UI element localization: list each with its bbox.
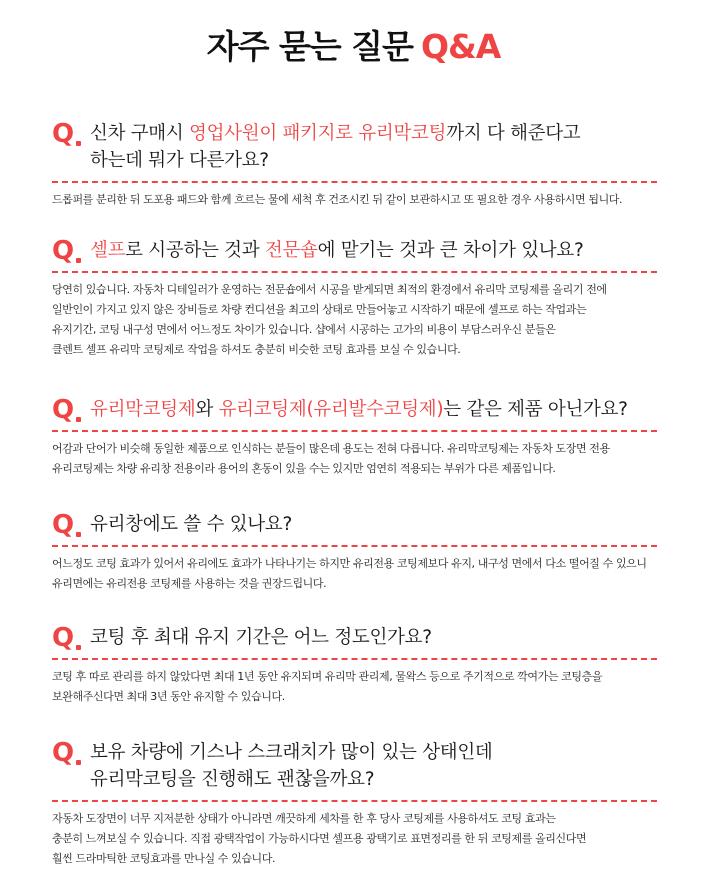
dashed-divider xyxy=(52,430,657,432)
question-segment: 보유 차량에 기스나 스크래치가 많이 있는 상태인데 xyxy=(90,742,493,763)
faq-answer xyxy=(52,554,657,594)
faq-answer xyxy=(52,280,657,360)
faq-item-6 xyxy=(52,739,657,869)
faq-question xyxy=(52,396,657,423)
answer-line: 유리코팅제는 차량 유리창 전용이라 용어의 혼동이 있을 수는 있지만 엄연히 적용되는 부위가 다른 제품입니다. xyxy=(52,462,556,475)
question-highlight: 유리코팅제(유리발수코팅제) xyxy=(218,399,444,420)
question-highlight: 유리막코팅제 xyxy=(90,399,196,420)
faq-item-4 xyxy=(52,511,657,594)
faq-question xyxy=(52,237,657,264)
faq-answer xyxy=(52,667,657,707)
question-segment: 는 같은 제품 아닌가요? xyxy=(443,399,628,420)
dashed-divider xyxy=(52,271,657,273)
answer-line: 어느정도 코팅 효과가 있어서 유리에도 효과가 나타나기는 하지만 유리전용 코팅제보다 유지, 내구성 면에서 다소 떨어질 수 있으니 xyxy=(52,557,647,570)
answer-line: 어감과 단어가 비슷해 동일한 제품으로 인식하는 분들이 많은데 용도는 전혀 다릅니다. 유리막코팅제는 자동차 도장면 전용 xyxy=(52,442,610,455)
question-text xyxy=(90,742,492,790)
q-icon: Q xyxy=(52,738,74,768)
answer-line: 보완해주신다면 최대 3년 동안 유지할 수 있습니다. xyxy=(52,690,285,703)
q-icon: Q xyxy=(52,236,74,266)
faq-question xyxy=(52,739,657,793)
faq-answer xyxy=(52,190,657,210)
answer-line: 코팅 후 따로 관리를 하지 않았다면 최대 1년 동안 유지되며 유리막 관리제, 물왁스 등으로 주기적으로 깍여가는 코팅층을 xyxy=(52,670,603,683)
question-segment: 까지 다 해준다고 xyxy=(446,123,581,144)
question-segment: 와 xyxy=(195,399,219,420)
faq-item-2 xyxy=(52,237,657,360)
question-highlight: 셀프 xyxy=(90,240,126,261)
q-icon: Q xyxy=(52,395,74,425)
page-title xyxy=(0,26,707,68)
faq-item-1 xyxy=(52,120,657,210)
dashed-divider xyxy=(52,181,657,183)
page-title-accent: Q&A xyxy=(420,27,501,66)
q-icon: Q xyxy=(52,119,74,149)
dashed-divider xyxy=(52,658,657,660)
question-segment: 유리막코팅을 진행해도 괜찮을까요? xyxy=(90,769,375,790)
answer-line: 유리면에는 유리전용 코팅제를 사용하는 것을 권장드립니다. xyxy=(52,577,327,590)
faq-question xyxy=(52,120,657,174)
question-text xyxy=(90,514,292,535)
question-segment: 하는데 뭐가 다른가요? xyxy=(90,150,269,171)
question-segment: 유리창에도 쓸 수 있나요? xyxy=(90,514,292,535)
answer-line: 훨씬 드라마틱한 코팅효과를 만나실 수 있습니다. xyxy=(52,852,276,865)
q-icon: Q xyxy=(52,510,74,540)
faq-question xyxy=(52,624,657,651)
faq-question xyxy=(52,511,657,538)
question-segment: 에 맡기는 것과 큰 차이가 있나요? xyxy=(317,240,584,261)
answer-line: 당연히 있습니다. 자동차 디테일러가 운영하는 전문숍에서 시공을 받게되면 최적의 환경에서 유리막 코팅제를 올리기 전에 xyxy=(52,283,607,296)
answer-line: 충분히 느껴보실 수 있습니다. 직접 광택작업이 가능하시다면 셀프용 광택기로 표면정리를 한 뒤 코팅제를 올리신다면 xyxy=(52,832,587,845)
dashed-divider xyxy=(52,545,657,547)
answer-line: 유지기간, 코팅 내구성 면에서 어느정도 차이가 있습니다. 샵에서 시공하는 고가의 비용이 부담스러우신 분들은 xyxy=(52,323,556,336)
question-text xyxy=(90,399,628,420)
q-icon: Q xyxy=(52,623,74,653)
question-text xyxy=(90,240,583,261)
answer-line: 자동차 도장면이 너무 지저분한 상태가 아니라면 깨끗하게 세차를 한 후 당사 코팅제를 사용하셔도 코팅 효과는 xyxy=(52,812,556,825)
question-highlight: 영업사원이 패키지로 유리막코팅 xyxy=(189,123,447,144)
faq-answer xyxy=(52,809,657,869)
faq-item-3 xyxy=(52,396,657,479)
faq-answer xyxy=(52,439,657,479)
dashed-divider xyxy=(52,800,657,802)
question-segment: 신차 구매시 xyxy=(90,123,190,144)
faq-item-5 xyxy=(52,624,657,707)
question-segment: 코팅 후 최대 유지 기간은 어느 정도인가요? xyxy=(90,627,432,648)
page-title-main: 자주 묻는 질문 xyxy=(206,27,413,66)
question-text xyxy=(90,627,432,648)
question-highlight: 전문숍 xyxy=(264,240,318,261)
question-text xyxy=(90,123,580,171)
answer-line: 일반인이 가지고 있지 않은 장비들로 차량 컨디션을 최고의 상태로 만들어놓고 시작하기 때문에 셀프로 하는 작업과는 xyxy=(52,303,587,316)
answer-line: 클렌트 셀프 유리막 코팅제로 작업을 하셔도 충분히 비슷한 코팅 효과를 보실 수 있습니다. xyxy=(52,343,461,356)
answer-line: 드롭퍼를 분리한 뒤 도포용 패드와 함께 흐르는 물에 세척 후 건조시킨 뒤 같이 보관하시고 또 필요한 경우 사용하시면 됩니다. xyxy=(52,193,623,206)
question-segment: 로 시공하는 것과 xyxy=(125,240,265,261)
